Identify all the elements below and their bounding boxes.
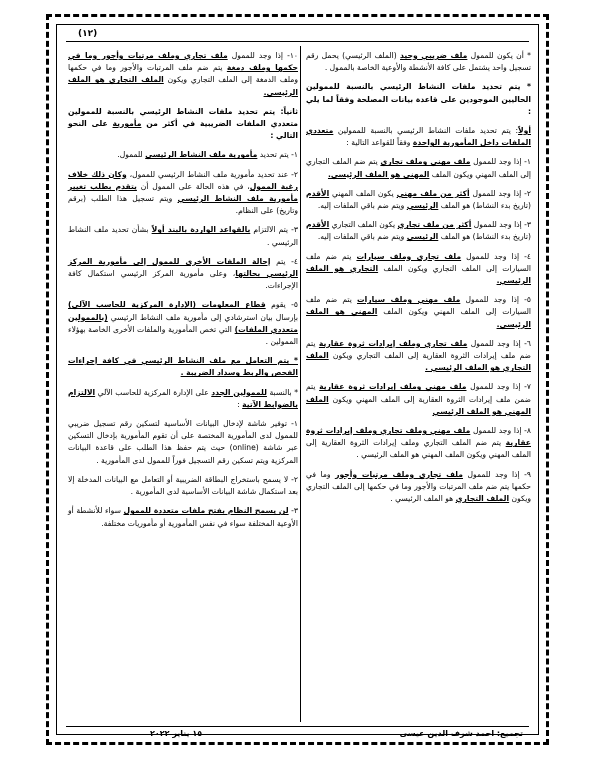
paragraph [68, 505, 298, 529]
header-rule [66, 41, 529, 42]
paragraph [306, 156, 531, 180]
footer-date: ١٥ يناير ٢٠٢٢ [150, 729, 203, 738]
right-column [306, 50, 531, 512]
text-run: يتقدم بطلب تغيير مأمورية ملف النشاط الرئيسي [68, 181, 299, 204]
text-run: ملف مهني وملف تجاري وملف إيرادات ثروة عقارية [306, 426, 531, 448]
text-run: بالقواعد الواردة بالبند أولاً [151, 225, 251, 235]
text-run: ١- يتم تحديد [257, 150, 298, 160]
paragraph [68, 256, 298, 293]
text-run: ٣- إذا وجد للممول [471, 220, 531, 230]
text-run: يتم ضم ملف المرتبات والأجور وما في حكمها وملف الدمغة إلى الملف التجاري ويكون [68, 63, 298, 85]
paragraph [68, 224, 298, 248]
text-run: ٣- [288, 506, 298, 516]
paragraph [306, 125, 531, 149]
text-run: يتم ضمن ملف إيرادات الثروة العقارية إلى الملف المهني ويكون [306, 382, 531, 404]
text-run: الالتزام بالضوابط الآتية [68, 387, 298, 409]
text-run: ملف مهني وملف تجاري [380, 157, 471, 167]
text-run: ملف تجاري وملف إيرادات ثروة عقارية [318, 338, 468, 348]
text-run: يتم ضم ملف إيرادات الثروة العقارية إلى الملف التجاري ويكون [306, 338, 531, 361]
text-run: ٢- لا يسمح باستخراج البطاقة الضريبية أو التعامل مع البيانات المدخلة إلا بعد استكمال شاشة البيانات الأساسية لدى المأمورية . [68, 474, 298, 497]
paragraph [306, 251, 531, 288]
paragraph [306, 219, 531, 243]
paragraph [68, 106, 298, 143]
paragraph [68, 387, 298, 411]
paragraph [68, 474, 298, 498]
paragraph [68, 355, 298, 379]
text-run: ملف تجاري وملف مرتبات وأجور وما في حكمها وملف دمغة [68, 51, 299, 73]
text-run: ٤- يتم [270, 256, 298, 266]
text-run: ١- إذا وجد للممول [470, 157, 531, 167]
text-run: يتم ضم الملف التجاري وملف إيرادات الثروة العقارية إلى الملف المهني ويكون الملف المهني هو الملف الرئيسي . [306, 438, 531, 460]
text-run: ٥- إذا وجد للممول [460, 295, 531, 305]
text-run: ٩- إذا وجد للممول [462, 469, 532, 479]
text-run: (تاريخ بدء النشاط) هو الملف [438, 201, 531, 211]
text-run: (تاريخ بدء النشاط) هو الملف [438, 232, 531, 242]
text-run: يتم ضم ملف السيارات إلى الملف المهني ويكون الملف [306, 295, 532, 317]
text-run: ١- توفير شاشة لإدخال البيانات الأساسية لتسكين رقم تسجيل ضريبي للممول لدى المأمورية المختصة على أن تقوم المأمورية بإدخال التسكين عبر شاشة (online) حيث يتم حفظ هذا الطلب على قاعدة البيانات المركزية ويتم تسكين رقم التسجيل فوراً للممول لدى المأمورية . [68, 419, 298, 465]
text-run: إحالة الملفات الأخرى للممول إلى مأمورية المركز الرئيسي بحالتها [68, 256, 298, 279]
text-run: المهني هو الملف الرئيسي. [306, 307, 531, 329]
text-run: ويتم تسجيل هذا الطلب (برقم وتاريخ) على النظام. [68, 194, 298, 216]
text-run: التي تخص المأمورية والملفات الأخرى الخاصة بهؤلاء الممولين . [68, 324, 298, 347]
text-run: ٣- يتم الالتزام [250, 225, 298, 235]
text-run: يتم ضم ملف السيارات إلى الملف التجاري ويكون الملف [306, 251, 532, 273]
text-run: ملف ضريبي وحيد [400, 51, 468, 60]
text-run: ملف تجاري وملف سيارات [356, 251, 462, 261]
paragraph [306, 425, 531, 462]
text-run: على الإدارة المركزية للحاسب الآلي [95, 387, 212, 397]
text-run: * بالنسبة [266, 387, 298, 397]
paragraph [68, 418, 298, 467]
text-run: ثانياً: يتم تحديد ملفات النشاط الرئيسي بالنسبة للممولين متعددي الملفات الضريبية في أكثر من [68, 106, 299, 129]
text-run: ويتم ضم باقي الملفات إليه. [317, 232, 407, 242]
text-run: (بالممولين متعددي الملفات) [68, 312, 298, 334]
paragraph [306, 294, 531, 331]
paragraph [68, 299, 298, 348]
text-run: ٢- عند تحديد مأمورية ملف النشاط الرئيسي للممول، [126, 169, 299, 179]
text-run: الملف التجاري هو الملف الرئيسي . [306, 351, 531, 373]
column-divider [300, 46, 301, 722]
text-run: أكثر من ملف مهني [396, 188, 470, 198]
text-run: * يتم التعامل مع ملف النشاط الرئيسي في كافة إجراءات الفحص والربط وسداد الضريبة . [68, 356, 298, 378]
text-run: * يتم تحديد ملفات النشاط الرئيسي بالنسبة للممولين الحاليين الموجودين على قاعدة بيانات المصلحة وفقاً لما يلي : [306, 82, 531, 116]
page-number: (١٢) [78, 29, 98, 39]
text-run: وكان ذلك خلاف رغبة الممول [68, 169, 298, 191]
text-run: لن يسمح النظام بفتح ملفات متعددة للممول [123, 506, 289, 516]
text-run: أكثر من ملف تجاري [397, 220, 472, 230]
paragraph [306, 50, 531, 74]
text-run: : يتم تحديد ملفات النشاط الرئيسي بالنسبة للممولين [333, 126, 519, 136]
text-run: ، وعلى مأمورية المركز الرئيسي استكمال كافة الإجراءات. [68, 269, 298, 291]
text-run: على النحو التالي : [68, 119, 298, 141]
text-run: ملف مهني وملف سيارات [357, 295, 461, 305]
paragraph [68, 50, 298, 99]
text-run: سواء للأنشطة أو الأوعية المختلفة سواء في نفس المأمورية أو مأموريات مختلفة. [68, 506, 298, 528]
text-run: الرئيسي [406, 232, 439, 242]
text-run: الأقدم [306, 188, 330, 198]
paragraph [306, 81, 531, 118]
text-run: مأمورية ملف النشاط الرئيسي [145, 150, 258, 160]
footer-compiler: تجميع: احمد شرف الدين عيسى [399, 729, 523, 738]
text-run: ٢- إذا وجد للممول [469, 188, 531, 198]
text-run: التجاري هو الملف الرئيسي. [306, 263, 531, 286]
text-run: ٨- إذا وجد للممول [470, 426, 531, 436]
text-run: ٦- إذا وجد للممول [467, 338, 531, 348]
footer-rule [66, 726, 529, 727]
text-run: هو الملف الرئيسي . [390, 494, 456, 504]
text-run: يكون الملف التجاري [329, 220, 398, 230]
text-run: ملف مهني وملف إيرادات ثروة عقارية [319, 382, 467, 392]
paragraph [68, 149, 298, 161]
paragraph [306, 338, 531, 375]
text-run: الأقدم [306, 220, 330, 230]
text-run: يكون الملف المهني [329, 188, 397, 198]
paragraph [68, 169, 298, 218]
text-run: قطاع المعلومات (الإدارة المركزية للحاسب الآلي) [68, 300, 266, 310]
text-run: ويتم ضم باقي الملفات إليه. [317, 201, 407, 211]
paragraph [306, 469, 531, 506]
text-run: وما في حكمها يتم ضم ملف المرتبات والأجور وما في حكمها إلى الملف التجاري ويكون [306, 469, 531, 504]
text-run: الملف المهني هو الملف الرئيسي [306, 394, 531, 416]
text-run: المهني هو الملف الرئيسي. [327, 169, 430, 179]
paragraph [306, 188, 531, 212]
text-run: يتم ضم الملف التجاري إلى الملف المهني ويكون الملف [306, 157, 531, 179]
text-run: بإرسال بيان استرشادي إلى مأمورية ملف النشاط الرئيسي [107, 312, 298, 322]
text-run: للممولين الجدد [211, 387, 267, 397]
text-run: : [237, 399, 243, 409]
text-run: ٤- إذا وجد للممول [461, 251, 531, 261]
text-run: مأمورية [112, 119, 142, 129]
paragraph [306, 381, 531, 418]
text-run: ملف تجاري وملف مرتبات وأجور [335, 469, 463, 479]
text-run: ٧- إذا وجد للممول [466, 382, 531, 392]
text-run: الرئيسي [406, 201, 439, 211]
text-run: للممول. [117, 150, 146, 160]
text-run: (الملف الرئيسي) يحمل رقم تسجيل واحد يشتمل على كافة الأنشطة والأوعية الخاصة بالممول . [306, 51, 531, 73]
text-run: الملف التجاري [455, 494, 510, 504]
text-run: أولاً [518, 126, 531, 136]
text-run: متعددي الملفات داخل المأمورية الواحدة [306, 126, 531, 148]
text-run: وفقاً للقواعد التالية : [346, 138, 413, 148]
text-run: ، في هذه الحالة على الممول أن [136, 181, 250, 191]
text-run: ٥- يقوم [265, 300, 298, 310]
text-run: بشأن تحديد ملف النشاط الرئيسي . [68, 225, 298, 247]
text-run: الملف التجاري هو الملف الرئيسي. [68, 75, 298, 97]
text-run: ١٠- إذا وجد للممول [227, 51, 298, 60]
left-column [68, 50, 298, 537]
text-run: * أن يكون للممول [467, 51, 531, 60]
